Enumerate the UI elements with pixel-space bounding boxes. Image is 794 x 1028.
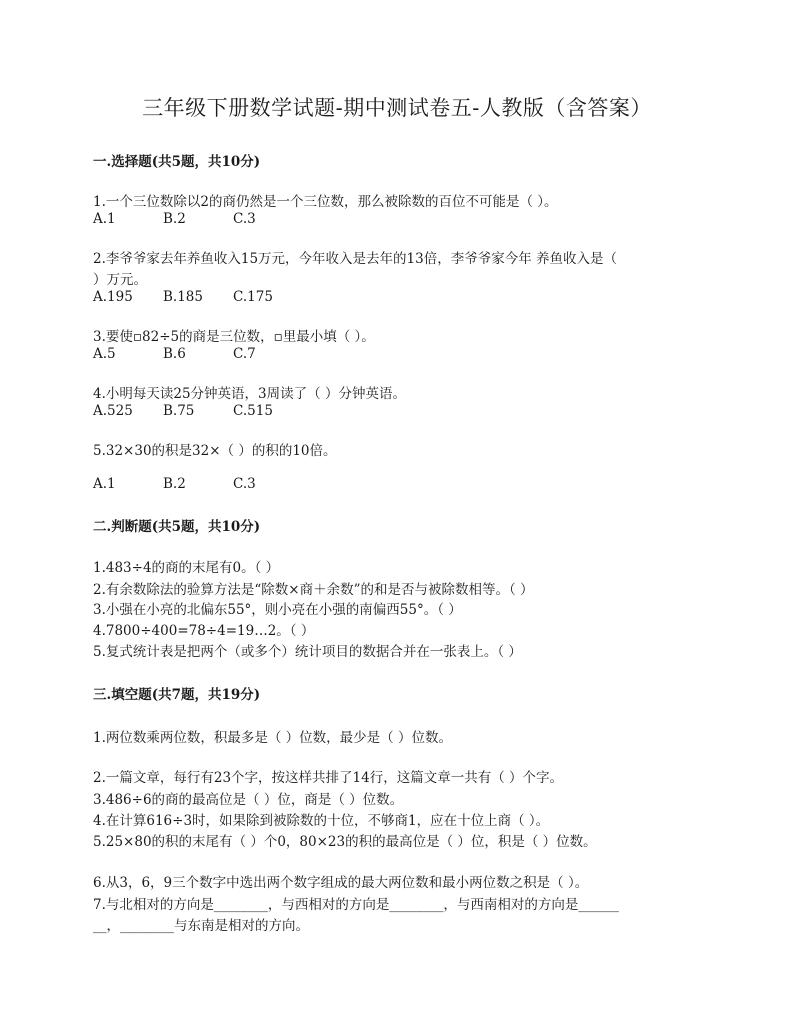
section-heading-fill-blank: 三.填空题(共7题，共19分)	[93, 687, 261, 703]
fill-blank-item: 2.一篇文章，每行有23个字，按这样共排了14行，这篇文章一共有（ ）个字。	[93, 770, 564, 786]
question-options	[93, 289, 303, 305]
section-heading-choice: 一.选择题(共5题，共10分)	[93, 154, 261, 170]
option: C.175	[233, 289, 273, 305]
judgment-item: 5.复式统计表是把两个（或多个）统计项目的数据合并在一张表上。（ ）	[93, 644, 522, 660]
question-text: 2.李爷爷家去年养鱼收入15万元，今年收入是去年的13倍，李爷爷家今年 养鱼收入是（	[93, 251, 618, 267]
question-text-continued: ）万元。	[93, 272, 147, 288]
option: B.6	[163, 346, 186, 362]
option: A.1	[93, 476, 116, 492]
option: A.1	[93, 211, 116, 227]
option: B.2	[163, 211, 186, 227]
question-text: 5.32×30的积是32×（ ）的积的10倍。	[93, 443, 337, 459]
option: B.2	[163, 476, 186, 492]
option: C.3	[233, 476, 256, 492]
judgment-item: 1.483÷4的商的末尾有0。（ ）	[93, 560, 280, 576]
document-title: 三年级下册数学试题-期中测试卷五-人教版（含答案）	[142, 96, 652, 120]
option: B.75	[163, 403, 195, 419]
question-options	[93, 211, 303, 227]
fill-blank-item-continued: __，________与东南是相对的方向。	[93, 918, 309, 934]
option: C.515	[233, 403, 273, 419]
judgment-item: 3.小强在小亮的北偏东55°，则小亮在小强的南偏西55°。（ ）	[93, 602, 462, 618]
fill-blank-item: 3.486÷6的商的最高位是（ ）位，商是（ ）位数。	[93, 792, 404, 808]
question-text: 3.要使▫82÷5的商是三位数，▫里最小填（ ）。	[93, 329, 375, 345]
judgment-item: 4.7800÷400=78÷4=19…2。（ ）	[93, 623, 315, 639]
option: B.185	[163, 289, 203, 305]
option: A.195	[93, 289, 133, 305]
option: A.5	[93, 346, 116, 362]
option: A.525	[93, 403, 133, 419]
question-text: 4.小明每天读25分钟英语，3周读了（ ）分钟英语。	[93, 386, 406, 402]
section-heading-judgment: 二.判断题(共5题，共10分)	[93, 519, 261, 535]
fill-blank-item: 6.从3，6，9三个数字中选出两个数字组成的最大两位数和最小两位数之积是（ ）。	[93, 875, 589, 891]
fill-blank-item: 7.与北相对的方向是________，与西相对的方向是________，与西南相对的方向是______	[93, 897, 619, 913]
question-text: 1.一个三位数除以2的商仍然是一个三位数，那么被除数的百位不可能是（ ）。	[93, 194, 558, 210]
question-options	[93, 346, 303, 362]
question-options	[93, 476, 303, 492]
judgment-item: 2.有余数除法的验算方法是“除数×商＋余数”的和是否与被除数相等。（ ）	[93, 582, 534, 598]
fill-blank-item: 1.两位数乘两位数，积最多是（ ）位数，最少是（ ）位数。	[93, 730, 452, 746]
question-options	[93, 403, 303, 419]
option: C.3	[233, 211, 256, 227]
fill-blank-item: 5.25×80的积的末尾有（ ）个0，80×23的积的最高位是（ ）位，积是（ ）位数。	[93, 834, 597, 850]
fill-blank-item: 4.在计算616÷3时，如果除到被除数的十位，不够商1，应在十位上商（ ）。	[93, 813, 550, 829]
option: C.7	[233, 346, 256, 362]
